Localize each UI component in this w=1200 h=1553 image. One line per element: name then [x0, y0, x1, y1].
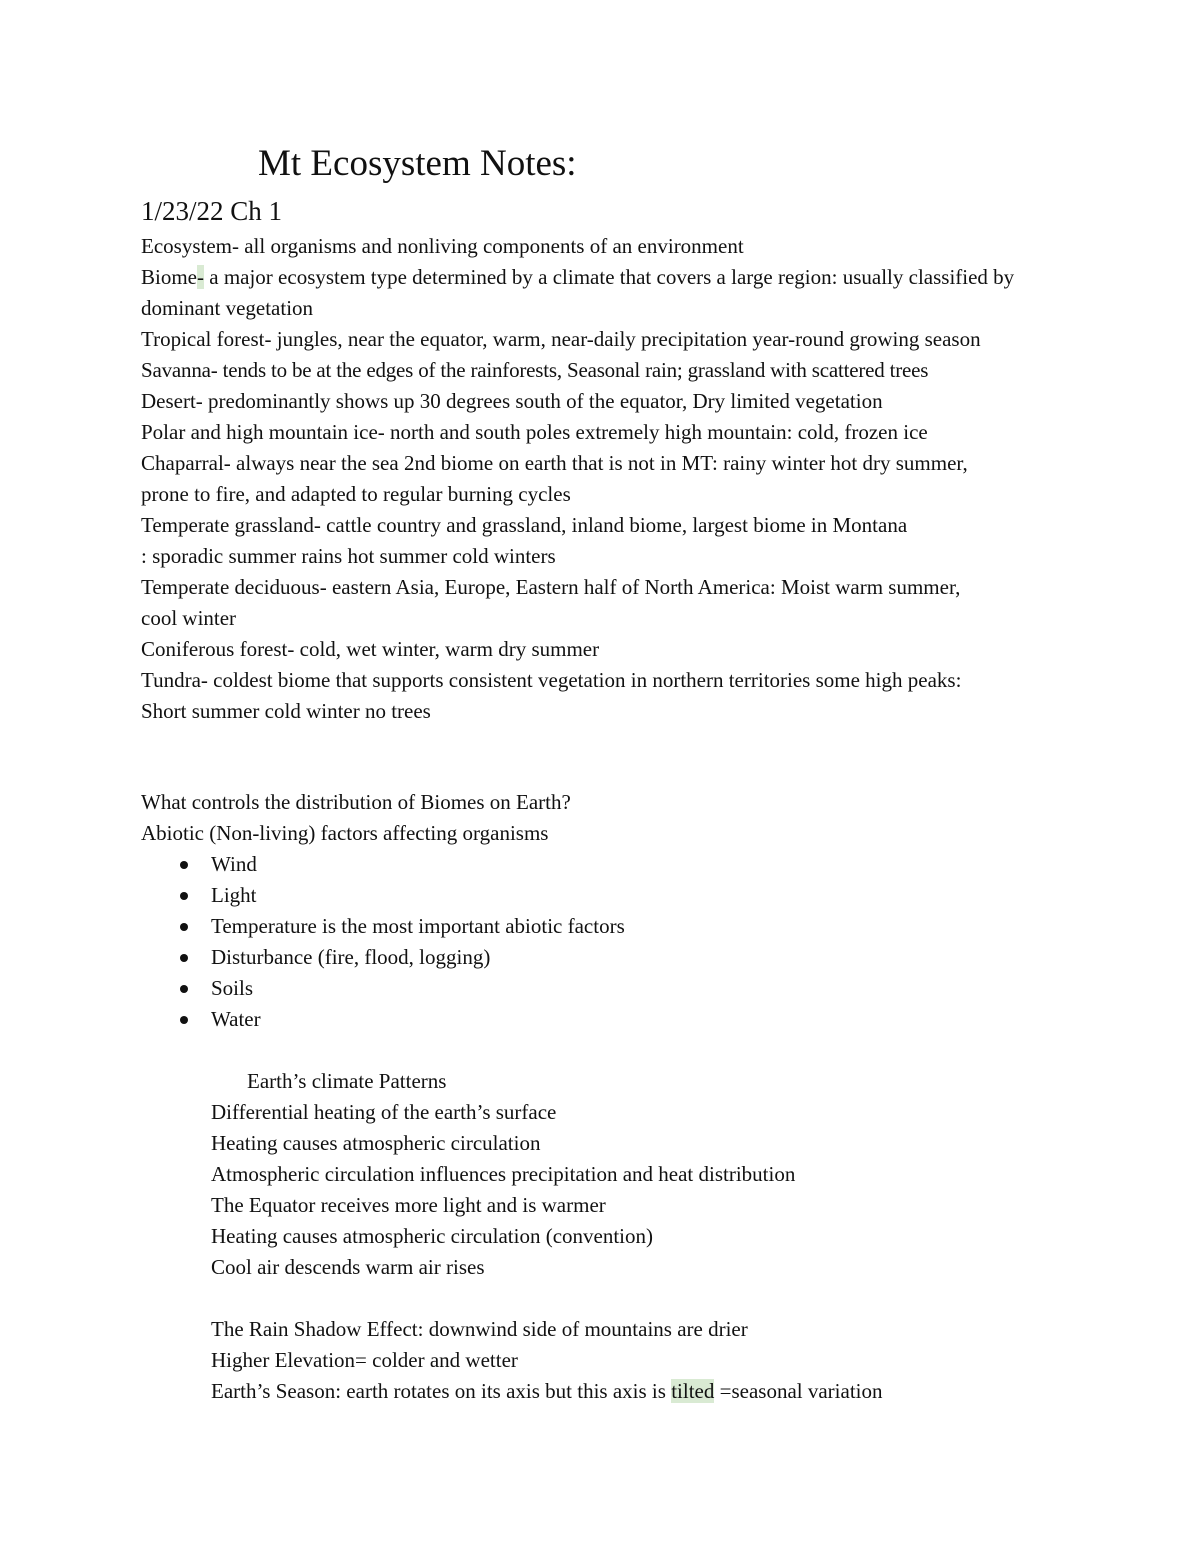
bullet-icon — [180, 923, 188, 931]
climate-line: Differential heating of the earth’s surface — [211, 1100, 557, 1124]
abiotic-factor-list — [141, 849, 625, 1035]
bullet-icon — [180, 1016, 188, 1024]
highlighted-word: tilted — [671, 1379, 715, 1403]
list-item: Light — [141, 880, 625, 911]
climate-heading: Earth’s climate Patterns — [247, 1069, 447, 1093]
list-item: Wind — [141, 849, 625, 880]
bullet-icon — [180, 985, 188, 993]
climate-line: The Equator receives more light and is warmer — [211, 1193, 606, 1217]
biome-term: Biome — [141, 265, 197, 289]
biome-definition-text: a major ecosystem type determined by a climate that covers a large region: usually classified by dominant vegetation — [141, 265, 1015, 320]
abiotic-heading: Abiotic (Non-living) factors affecting organisms — [141, 821, 549, 845]
definition-temperate-grassland: Temperate grassland- cattle country and grassland, inland biome, largest biome in Montana — [141, 513, 908, 537]
elevation-line: Higher Elevation= colder and wetter — [211, 1348, 518, 1372]
definition-temperate-deciduous: Temperate deciduous- eastern Asia, Europe, Eastern half of North America: Moist warm summer, cool winter — [141, 575, 961, 630]
biome-definitions — [141, 231, 1056, 727]
list-item: Temperature is the most important abiotic factors — [141, 911, 625, 942]
definition-savanna: Savanna- tends to be at the edges of the rainforests, Seasonal rain; grassland with scattered trees — [141, 358, 929, 382]
bullet-icon — [180, 954, 188, 962]
list-item: Water — [141, 1004, 625, 1035]
definition-chaparral: Chaparral- always near the sea 2nd biome on earth that is not in MT: rainy winter hot dry summer, prone to fire, and adapted to regular burning cycles — [141, 451, 968, 506]
list-item: Disturbance (fire, flood, logging) — [141, 942, 625, 973]
definition-ecosystem: Ecosystem- all organisms and nonliving components of an environment — [141, 234, 744, 258]
seasons-line: Earth’s Season: earth rotates on its axis but this axis is tilted =seasonal variation — [211, 1379, 883, 1403]
definition-tropical-forest: Tropical forest- jungles, near the equator, warm, near-daily precipitation year-round growing season — [141, 327, 981, 351]
definition-polar: Polar and high mountain ice- north and south poles extremely high mountain: cold, frozen ice — [141, 420, 928, 444]
definition-coniferous-forest: Coniferous forest- cold, wet winter, warm dry summer — [141, 637, 600, 661]
page-title: Mt Ecosystem Notes: — [258, 143, 577, 184]
bullet-icon — [180, 892, 188, 900]
rain-shadow-line: The Rain Shadow Effect: downwind side of mountains are drier — [211, 1317, 748, 1341]
definition-tundra: Tundra- coldest biome that supports consistent vegetation in northern territories some high peaks: Short summer cold winter no trees — [141, 668, 962, 723]
definition-desert: Desert- predominantly shows up 30 degrees south of the equator, Dry limited vegetation — [141, 389, 883, 413]
definition-temperate-grassland-cont: : sporadic summer rains hot summer cold winters — [141, 544, 556, 568]
list-item: Soils — [141, 973, 625, 1004]
abiotic-section — [141, 787, 1056, 849]
climate-line: Heating causes atmospheric circulation (convention) — [211, 1224, 654, 1248]
definition-biome — [141, 262, 1056, 324]
rain-shadow-section — [211, 1314, 1081, 1407]
climate-line: Cool air descends warm air rises — [211, 1255, 485, 1279]
climate-line: Heating causes atmospheric circulation — [211, 1131, 541, 1155]
climate-patterns-section — [211, 1066, 1081, 1283]
date-chapter-heading: 1/23/22 Ch 1 — [141, 196, 283, 226]
question-text: What controls the distribution of Biomes on Earth? — [141, 790, 571, 814]
highlighted-dash: - — [197, 265, 204, 289]
bullet-icon — [180, 861, 188, 869]
climate-line: Atmospheric circulation influences precipitation and heat distribution — [211, 1162, 796, 1186]
